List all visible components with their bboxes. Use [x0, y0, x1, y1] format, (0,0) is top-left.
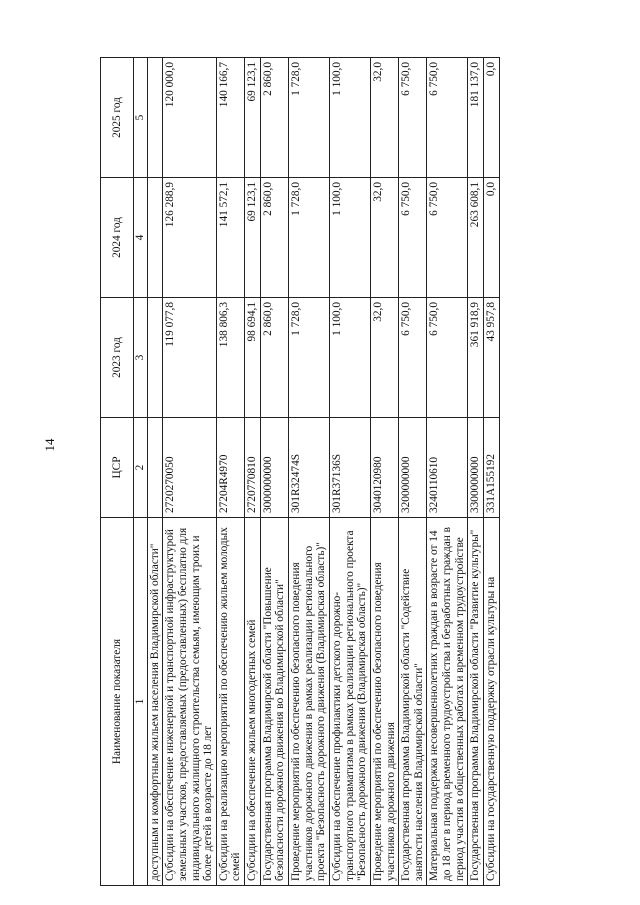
value-2025-cell: 181 137,0 [468, 58, 484, 178]
value-2024-cell: 141 572,1 [216, 178, 244, 298]
value-2024-cell: 0,0 [484, 178, 500, 298]
value-2024-cell: 126 288,9 [163, 178, 217, 298]
table-row [399, 58, 427, 886]
value-2023-cell: 6 750,0 [427, 298, 468, 418]
page-number: 14 [42, 438, 57, 452]
csr-cell: 2720770810 [245, 418, 261, 518]
indicator-name-cell: Субсидии на реализацию мероприятий по обеспечению жильем молодых семей [216, 518, 244, 886]
value-2024-cell: 2 860,0 [260, 178, 288, 298]
header-csr: ЦСР [101, 418, 134, 518]
table-header-row [101, 58, 134, 886]
column-number: 4 [134, 178, 148, 298]
csr-cell: 3200000000 [399, 418, 427, 518]
table-row [289, 58, 330, 886]
csr-cell: 301R32474S [289, 418, 330, 518]
table-row [427, 58, 468, 886]
csr-cell: 3040120980 [370, 418, 398, 518]
table-row [147, 58, 163, 886]
value-2025-cell [147, 58, 163, 178]
indicator-name-cell: Субсидии на обеспечение жильем многодетных семей [245, 518, 261, 886]
value-2023-cell: 6 750,0 [399, 298, 427, 418]
table-row [329, 58, 370, 886]
value-2025-cell: 2 860,0 [260, 58, 288, 178]
csr-cell: 301R37136S [329, 418, 370, 518]
value-2023-cell: 32,0 [370, 298, 398, 418]
header-indicator-name: Наименование показателя [101, 518, 134, 886]
value-2024-cell: 32,0 [370, 178, 398, 298]
table-row [468, 58, 484, 886]
value-2023-cell: 361 918,9 [468, 298, 484, 418]
indicator-name-cell: Проведение мероприятий по обеспечению безопасного поведения участников дорожного движения в рамках реализации регионального проекта "Безопасность дорожного движения (Владимирская область)" [289, 518, 330, 886]
csr-cell: 331A155192 [484, 418, 500, 518]
value-2023-cell [147, 298, 163, 418]
header-year-2023: 2023 год [101, 298, 134, 418]
table-row [216, 58, 244, 886]
column-numbers-row [134, 58, 148, 886]
value-2025-cell: 6 750,0 [399, 58, 427, 178]
column-number: 2 [134, 418, 148, 518]
value-2025-cell: 1 100,0 [329, 58, 370, 178]
rotated-page-content [100, 58, 612, 886]
value-2023-cell: 2 860,0 [260, 298, 288, 418]
value-2025-cell: 32,0 [370, 58, 398, 178]
value-2023-cell: 119 077,8 [163, 298, 217, 418]
value-2024-cell: 6 750,0 [399, 178, 427, 298]
indicator-name-cell: Материальная поддержка несовершеннолетних граждан в возрасте от 14 до 18 лет в период временного трудоустройства и безработных граждан в период участия в общественных работах и временном трудоустройстве [427, 518, 468, 886]
indicator-name-cell: Государственная программа Владимирской области "Содействие занятости населения Владимирской области" [399, 518, 427, 886]
value-2023-cell: 1 100,0 [329, 298, 370, 418]
column-number: 3 [134, 298, 148, 418]
header-year-2025: 2025 год [101, 58, 134, 178]
value-2025-cell: 6 750,0 [427, 58, 468, 178]
value-2024-cell: 6 750,0 [427, 178, 468, 298]
value-2023-cell: 138 806,3 [216, 298, 244, 418]
value-2025-cell: 1 728,0 [289, 58, 330, 178]
table-row [163, 58, 217, 886]
value-2025-cell: 69 123,1 [245, 58, 261, 178]
indicator-name-cell: Субсидии на обеспечение профилактики детского дорожно-транспортного травматизма в рамках реализации регионального проекта "Безопасность дорожного движения (Владимирская область)" [329, 518, 370, 886]
value-2024-cell: 263 608,1 [468, 178, 484, 298]
value-2025-cell: 140 166,7 [216, 58, 244, 178]
indicator-name-cell: Субсидии на обеспечение инженерной и транспортной инфраструктурой земельных участков, предоставляемых (предоставленных) бесплатно для индивидуального жилищного строительства семьям, имеющим троих и более детей в возрасте до 18 лет [163, 518, 217, 886]
value-2025-cell: 120 000,0 [163, 58, 217, 178]
value-2025-cell: 0,0 [484, 58, 500, 178]
table-row [260, 58, 288, 886]
indicator-name-cell: Государственная программа Владимирской области "Повышение безопасности дорожного движения во Владимирской области" [260, 518, 288, 886]
value-2023-cell: 1 728,0 [289, 298, 330, 418]
value-2024-cell: 1 728,0 [289, 178, 330, 298]
value-2024-cell: 1 100,0 [329, 178, 370, 298]
csr-cell: 3000000000 [260, 418, 288, 518]
value-2024-cell [147, 178, 163, 298]
indicator-name-cell: Субсидии на государственную поддержку отрасли культуры на [484, 518, 500, 886]
csr-cell: 3300000000 [468, 418, 484, 518]
csr-cell: 2720270050 [163, 418, 217, 518]
indicator-name-cell: Государственная программа Владимирской области "Развитие культуры" [468, 518, 484, 886]
value-2024-cell: 69 123,1 [245, 178, 261, 298]
value-2023-cell: 43 957,8 [484, 298, 500, 418]
csr-cell: 27204R4970 [216, 418, 244, 518]
indicator-name-cell: доступным и комфортным жильем населения Владимирской области" [147, 518, 163, 886]
column-number: 1 [134, 518, 148, 886]
budget-table [100, 57, 500, 886]
column-number: 5 [134, 58, 148, 178]
table-row [370, 58, 398, 886]
indicator-name-cell: Проведение мероприятий по обеспечению безопасного поведения участников дорожного движения [370, 518, 398, 886]
csr-cell: 3240110610 [427, 418, 468, 518]
csr-cell [147, 418, 163, 518]
header-year-2024: 2024 год [101, 178, 134, 298]
value-2023-cell: 98 694,1 [245, 298, 261, 418]
table-row [245, 58, 261, 886]
table-row [484, 58, 500, 886]
